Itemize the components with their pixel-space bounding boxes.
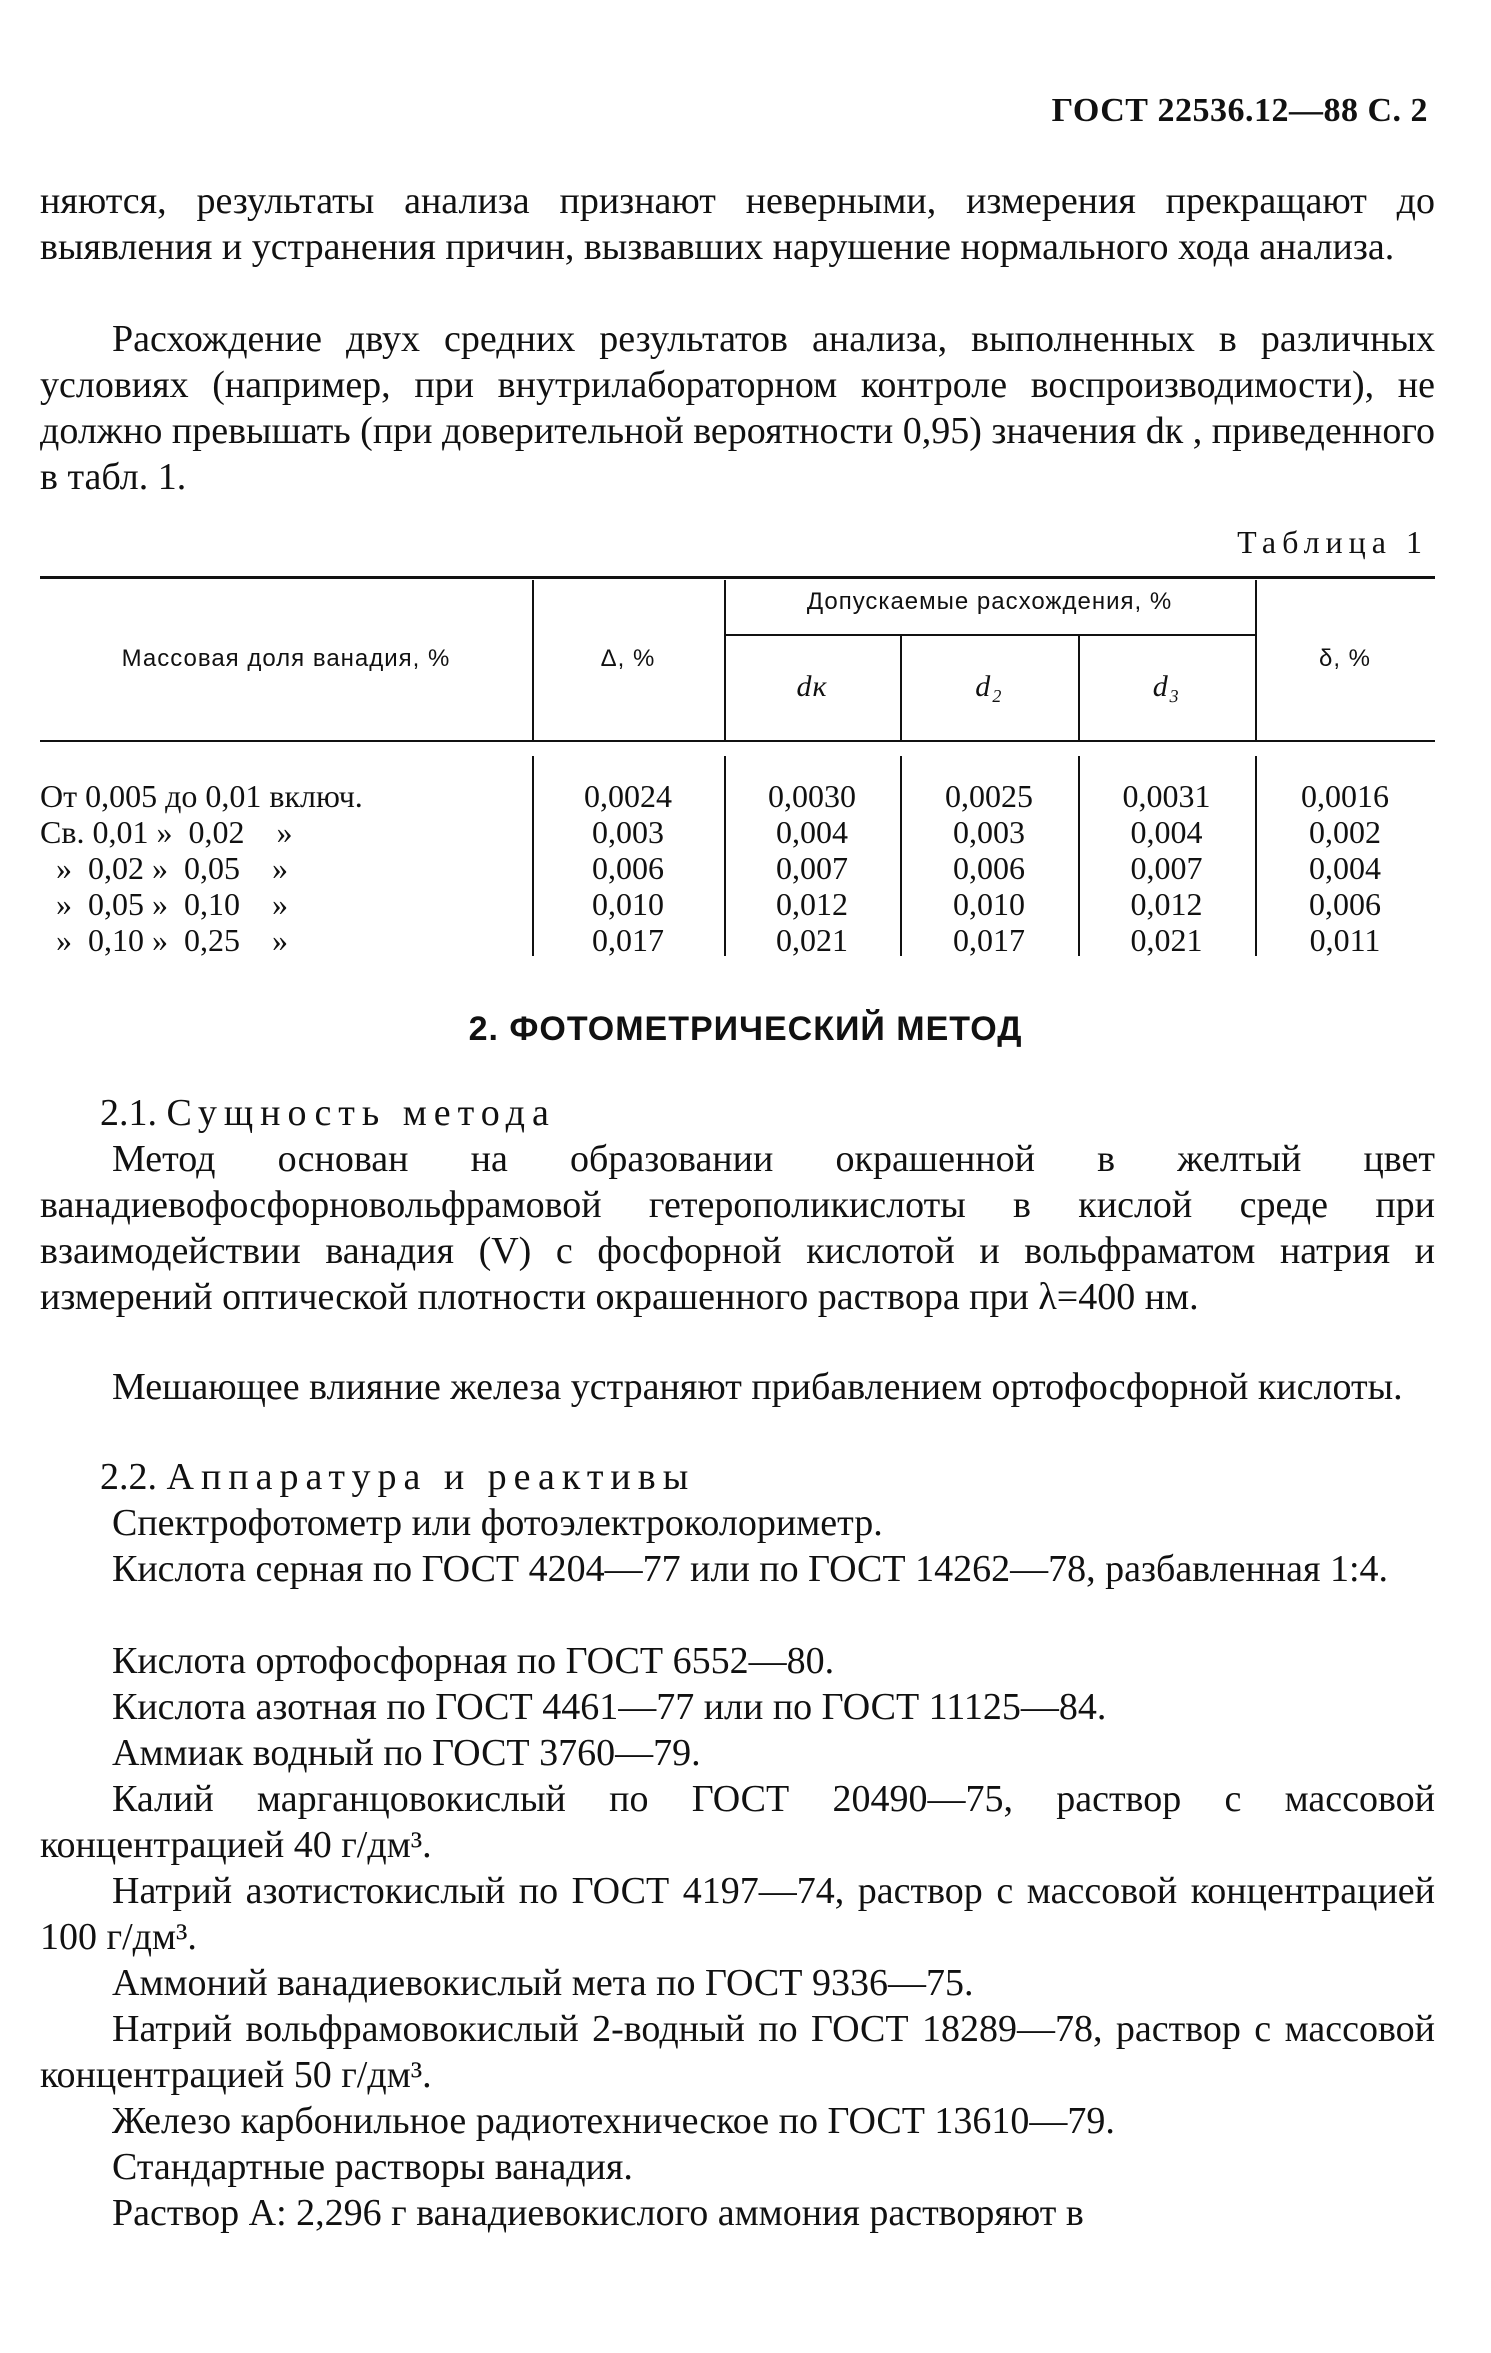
- cell-sigma: 0,011: [1309, 922, 1381, 958]
- th-mass-fraction: Массовая доля ванадия, %: [121, 645, 451, 672]
- reagent-item: Аммиак водный по ГОСТ 3760—79.: [112, 1732, 701, 1774]
- cell-d3: 0,021: [1130, 922, 1203, 958]
- method-principle-paragraph: Метод основан на образовании окрашенной в желтый цвет ванадиевофосфорновольфрамовой гетерополикислоты в кислой среде при взаимодействии ванадия (V) с фосфорной кислотой и вольфраматом натрия и измерений оптической плотности окрашенного раствора при λ=400 нм.: [40, 1138, 1435, 1318]
- reagent-item: Кислота серная по ГОСТ 4204—77 или по ГОСТ 14262—78, разбавленная 1:4.: [112, 1548, 1389, 1590]
- reagent-item: Стандартные растворы ванадия.: [112, 2146, 633, 2188]
- cell-range: » 0,02 » 0,05 »: [40, 850, 288, 886]
- reagent-item: Железо карбонильное радиотехническое по ГОСТ 13610—79.: [112, 2100, 1115, 2142]
- cell-delta: 0,010: [592, 886, 664, 922]
- reagent-item: Раствор А: 2,296 г ванадиевокислого аммония растворяют в: [112, 2192, 1084, 2234]
- cell-dk: 0,004: [776, 814, 848, 850]
- cell-range: От 0,005 до 0,01 включ.: [40, 778, 363, 814]
- reagent-item: Натрий вольфрамовокислый 2-водный по ГОСТ 18289—78, раствор с массовой концентрацией 50 г/дм³.: [40, 2008, 1435, 2096]
- cell-d3: 0,012: [1130, 886, 1203, 922]
- subsection-title: Аппаратура и реактивы: [166, 1456, 696, 1498]
- table-subheader-rule: [724, 634, 1255, 636]
- cell-d2: 0,010: [953, 886, 1025, 922]
- cell-delta: 0,017: [592, 922, 664, 958]
- subsection-2-1-heading: [100, 1090, 1435, 1136]
- table-top-rule: [40, 576, 1435, 579]
- cell-dk: 0,021: [776, 922, 848, 958]
- th-allowed-divergence: Допускаемые расхождения, %: [806, 588, 1173, 615]
- cell-d2: 0,0025: [945, 778, 1033, 814]
- table-header-rule: [40, 740, 1435, 742]
- cell-d3: 0,004: [1130, 814, 1203, 850]
- cell-range: » 0,05 » 0,10 »: [40, 886, 288, 922]
- cell-d2: 0,006: [953, 850, 1025, 886]
- reagent-item: Кислота ортофосфорная по ГОСТ 6552—80.: [112, 1640, 835, 1682]
- cell-d2: 0,017: [953, 922, 1025, 958]
- th-dk: dк: [796, 670, 828, 703]
- cell-delta: 0,003: [592, 814, 664, 850]
- th-d3: d₃: [1152, 670, 1181, 703]
- subsection-number: 2.1.: [100, 1092, 157, 1134]
- cell-sigma: 0,006: [1309, 886, 1381, 922]
- cell-delta: 0,006: [592, 850, 664, 886]
- reagent-item: Натрий азотистокислый по ГОСТ 4197—74, раствор с массовой концентрацией 100 г/дм³.: [40, 1870, 1435, 1958]
- cell-d3: 0,0031: [1122, 778, 1211, 814]
- cell-dk: 0,012: [776, 886, 848, 922]
- iron-interference-paragraph: Мешающее влияние железа устраняют прибавлением ортофосфорной кислоты.: [112, 1366, 1403, 1408]
- cell-range: Св. 0,01 » 0,02 »: [40, 814, 293, 850]
- intro-paragraph-2: Расхождение двух средних результатов анализа, выполненных в различных условиях (например, при внутрилабораторном контроле воспроизводимости), не должно превышать (при доверительной вероятности 0,95) значения dк , приведенного в табл. 1.: [40, 318, 1435, 498]
- cell-sigma: 0,002: [1309, 814, 1381, 850]
- reagent-item: Спектрофотометр или фотоэлектроколориметр.: [112, 1502, 883, 1544]
- subsection-number: 2.2.: [100, 1456, 157, 1498]
- cell-dk: 0,0030: [768, 778, 856, 814]
- cell-sigma: 0,0016: [1301, 778, 1389, 814]
- reagent-item: Калий марганцовокислый по ГОСТ 20490—75, раствор с массовой концентрацией 40 г/дм³.: [40, 1778, 1435, 1866]
- cell-d2: 0,003: [953, 814, 1025, 850]
- subsection-title: Сущность метода: [166, 1092, 556, 1134]
- th-sigma: δ, %: [1318, 645, 1372, 672]
- cell-delta: 0,0024: [584, 778, 672, 814]
- cell-range: » 0,10 » 0,25 »: [40, 922, 288, 958]
- subsection-2-2-heading: [100, 1454, 1435, 1500]
- reagent-item: Аммоний ванадиевокислый мета по ГОСТ 9336—75.: [112, 1962, 974, 2004]
- cell-d3: 0,007: [1130, 850, 1203, 886]
- table-caption: Таблица 1: [1237, 524, 1428, 560]
- section-title: 2. ФОТОМЕТРИЧЕСКИЙ МЕТОД: [468, 1010, 1023, 1048]
- th-delta: Δ, %: [600, 645, 656, 672]
- reagent-item: Кислота азотная по ГОСТ 4461—77 или по ГОСТ 11125—84.: [112, 1686, 1107, 1728]
- intro-paragraph-1: няются, результаты анализа признают неверными, измерения прекращают до выявления и устранения причин, вызвавших нарушение нормального хода анализа.: [40, 180, 1435, 268]
- th-d2: d₂: [975, 670, 1003, 703]
- cell-dk: 0,007: [776, 850, 848, 886]
- page-header: ГОСТ 22536.12—88 С. 2: [1051, 92, 1428, 129]
- cell-sigma: 0,004: [1309, 850, 1381, 886]
